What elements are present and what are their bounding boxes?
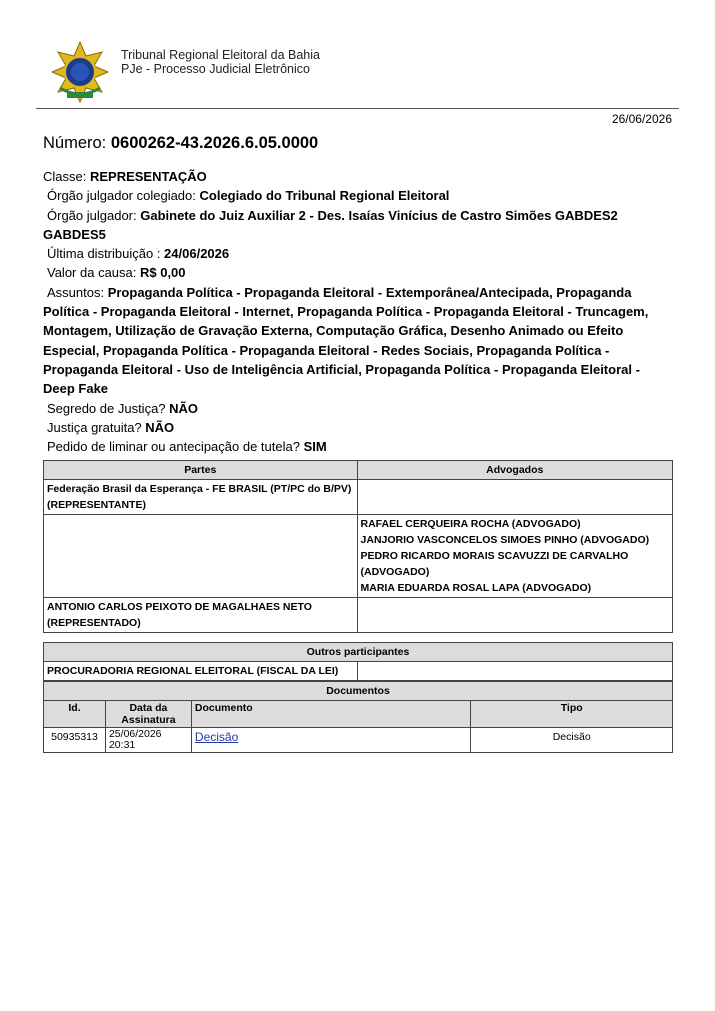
data-header: Data da Assinatura xyxy=(105,701,191,728)
brazil-coat-of-arms-icon xyxy=(50,40,110,104)
valor-value: R$ 0,00 xyxy=(139,265,186,281)
gratuita-label: Justiça gratuita? xyxy=(47,419,146,435)
tribunal-name: Tribunal Regional Eleitoral da Bahia xyxy=(121,48,320,62)
advogado-name: RAFAEL CERQUEIRA ROCHA (ADVOGADO) xyxy=(360,518,581,530)
system-name: PJe - Processo Judicial Eletrônico xyxy=(121,62,310,76)
segredo-label: Segredo de Justiça? xyxy=(47,400,170,416)
partes-header-row xyxy=(44,461,673,480)
advogados-cell xyxy=(357,480,672,515)
advogados-header: Advogados xyxy=(357,461,672,480)
document-link[interactable]: Decisão xyxy=(194,730,239,744)
documento-header: Documento xyxy=(191,701,470,728)
advogado-name: PEDRO RICARDO MORAIS SCAVUZZI DE CARVALHO (ADVOGADO) xyxy=(360,550,629,578)
document-type: Decisão xyxy=(471,728,673,753)
liminar-label: Pedido de liminar ou antecipação de tutela? xyxy=(47,439,304,455)
table-row xyxy=(44,598,673,633)
advogados-cell xyxy=(357,598,672,633)
document-id: 50935313 xyxy=(44,728,106,753)
orgao-colegiado-label: Órgão julgador colegiado: xyxy=(47,188,200,204)
advogados-cell xyxy=(357,515,672,598)
assuntos-label: Assuntos: xyxy=(47,284,108,300)
liminar-row xyxy=(43,437,673,456)
distribuicao-label: Última distribuição : xyxy=(47,246,165,262)
assuntos-value: Propaganda Política - Propaganda Eleitoral - Extemporânea/Antecipada, Propaganda Política - Propaganda Eleitoral - Internet, Propaganda Política - Propaganda Eleitoral - Truncagem, Montagem, Utilização de Gravação Externa, Computação Gráfica, Desenho Animado ou Efeito Especial, Propaganda Política - Propaganda Eleitoral - Redes Sociais, Propaganda Política - Propaganda Eleitoral - Uso de Inteligência Artificial, Propaganda Política - Propaganda Eleitoral - Deep Fake xyxy=(43,284,649,397)
partes-table xyxy=(43,460,673,633)
orgao-label: Órgão julgador: xyxy=(47,207,141,223)
orgao-colegiado-row xyxy=(43,186,673,205)
document-header xyxy=(36,38,679,109)
organization-block xyxy=(121,48,320,76)
table-row xyxy=(44,728,673,753)
segredo-value: NÃO xyxy=(169,400,199,416)
gratuita-value: NÃO xyxy=(145,419,175,435)
segredo-row xyxy=(43,399,673,418)
classe-label: Classe: xyxy=(43,169,90,184)
advogado-name: MARIA EDUARDA ROSAL LAPA (ADVOGADO) xyxy=(360,582,592,594)
valor-row xyxy=(43,263,673,282)
parte-cell xyxy=(44,515,358,598)
document-date-cell xyxy=(105,728,191,753)
outros-participantes-table xyxy=(43,642,673,681)
table-row xyxy=(44,480,673,515)
process-number xyxy=(43,134,318,153)
table-row xyxy=(44,662,673,681)
process-number-label: Número: xyxy=(43,134,111,152)
documentos-table xyxy=(43,681,673,753)
table-row xyxy=(44,515,673,598)
advogado-name: JANJORIO VASCONCELOS SIMOES PINHO (ADVOGADO) xyxy=(360,534,650,546)
id-header: Id. xyxy=(44,701,106,728)
documentos-title: Documentos xyxy=(44,682,673,701)
assuntos-row xyxy=(43,283,673,399)
distribuicao-row xyxy=(43,244,673,263)
orgao-colegiado-value: Colegiado do Tribunal Regional Eleitoral xyxy=(199,188,450,204)
orgao-row xyxy=(43,206,673,245)
parte-cell: ANTONIO CARLOS PEIXOTO DE MAGALHAES NETO (REPRESENTADO) xyxy=(44,598,358,633)
outros-header-row xyxy=(44,643,673,662)
document-name-cell xyxy=(191,728,470,753)
partes-header: Partes xyxy=(44,461,358,480)
tipo-header: Tipo xyxy=(471,701,673,728)
process-details xyxy=(43,167,673,456)
gratuita-row xyxy=(43,418,673,437)
document-date: 26/06/2026 xyxy=(611,112,672,126)
parte-cell: Federação Brasil da Esperança - FE BRASIL (PT/PC do B/PV) (REPRESENTANTE) xyxy=(44,480,358,515)
liminar-value: SIM xyxy=(303,439,327,455)
classe-row xyxy=(43,167,673,186)
documentos-title-row xyxy=(44,682,673,701)
distribuicao-value: 24/06/2026 xyxy=(164,246,230,262)
outros-participantes-title: Outros participantes xyxy=(44,643,673,662)
participante-extra-cell xyxy=(357,662,672,681)
orgao-value: Gabinete do Juiz Auxiliar 2 - Des. Isaías Vinícius de Castro Simões GABDES2 GABDES5 xyxy=(43,207,618,242)
documentos-header-row xyxy=(44,701,673,728)
document-signature-date: 25/06/2026 xyxy=(108,728,162,740)
process-number-value: 0600262-43.2026.6.05.0000 xyxy=(110,134,319,152)
participante-cell: PROCURADORIA REGIONAL ELEITORAL (FISCAL DA LEI) xyxy=(44,662,358,681)
document-signature-time: 20:31 xyxy=(108,739,136,751)
valor-label: Valor da causa: xyxy=(47,265,140,281)
classe-value: REPRESENTAÇÃO xyxy=(89,169,207,184)
